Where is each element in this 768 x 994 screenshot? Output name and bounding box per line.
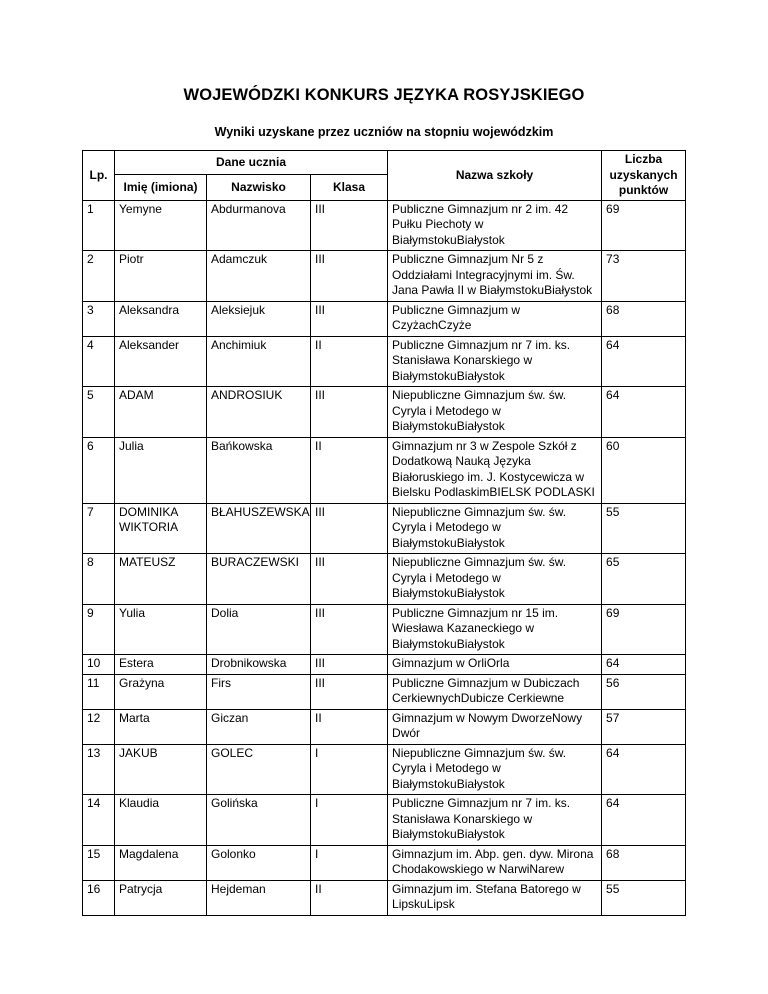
table-row: [83, 251, 686, 302]
cell-punkty: 64: [602, 336, 686, 387]
cell-klasa: II: [311, 437, 388, 503]
cell-nazwa-szkoly: Publiczne Gimnazjum Nr 5 z Oddziałami Integracyjnymi im. Św. Jana Pawła II w BiałymstokuBiałystok: [388, 251, 602, 302]
cell-nazwisko: Anchimiuk: [207, 336, 311, 387]
cell-klasa: III: [311, 674, 388, 709]
cell-klasa: II: [311, 336, 388, 387]
cell-punkty: 68: [602, 845, 686, 880]
cell-nazwa-szkoly: Publiczne Gimnazjum nr 15 im. Wiesława Kazaneckiego w BiałymstokuBiałystok: [388, 604, 602, 655]
cell-klasa: I: [311, 744, 388, 795]
cell-punkty: 65: [602, 554, 686, 605]
cell-lp: 9: [83, 604, 115, 655]
cell-klasa: III: [311, 554, 388, 605]
cell-lp: 10: [83, 655, 115, 675]
cell-nazwa-szkoly: Niepubliczne Gimnazjum św. św. Cyryla i Metodego w BiałymstokuBiałystok: [388, 387, 602, 438]
cell-nazwisko: Giczan: [207, 709, 311, 744]
cell-klasa: II: [311, 880, 388, 915]
cell-punkty: 55: [602, 503, 686, 554]
cell-imie: Aleksander: [115, 336, 207, 387]
table-row: [83, 554, 686, 605]
table-row: [83, 200, 686, 251]
cell-nazwisko: Abdurmanova: [207, 200, 311, 251]
table-row: [83, 301, 686, 336]
cell-lp: 3: [83, 301, 115, 336]
cell-nazwisko: GOLEC: [207, 744, 311, 795]
cell-nazwa-szkoly: Gimnazjum w Nowym DworzeNowy Dwór: [388, 709, 602, 744]
header-nazwisko: Nazwisko: [207, 175, 311, 200]
table-row: [83, 336, 686, 387]
table-row: [83, 880, 686, 915]
header-imie: Imię (imiona): [115, 175, 207, 200]
cell-nazwa-szkoly: Publiczne Gimnazjum w Dubiczach CerkiewnychDubicze Cerkiewne: [388, 674, 602, 709]
cell-nazwa-szkoly: Gimnazjum w OrliOrla: [388, 655, 602, 675]
cell-nazwa-szkoly: Gimnazjum im. Abp. gen. dyw. Mirona Chodakowskiego w NarwiNarew: [388, 845, 602, 880]
cell-punkty: 68: [602, 301, 686, 336]
cell-lp: 12: [83, 709, 115, 744]
cell-nazwa-szkoly: Niepubliczne Gimnazjum św. św. Cyryla i Metodego w BiałymstokuBiałystok: [388, 744, 602, 795]
table-row: [83, 795, 686, 846]
cell-nazwisko: Dolia: [207, 604, 311, 655]
cell-nazwa-szkoly: Niepubliczne Gimnazjum św. św. Cyryla i Metodego w BiałymstokuBiałystok: [388, 503, 602, 554]
table-row: [83, 709, 686, 744]
results-table: [82, 150, 686, 916]
cell-imie: Marta: [115, 709, 207, 744]
cell-imie: JAKUB: [115, 744, 207, 795]
cell-klasa: III: [311, 604, 388, 655]
cell-imie: Grażyna: [115, 674, 207, 709]
cell-imie: Yulia: [115, 604, 207, 655]
cell-nazwa-szkoly: Niepubliczne Gimnazjum św. św. Cyryla i Metodego w BiałymstokuBiałystok: [388, 554, 602, 605]
document-title: WOJEWÓDZKI KONKURS JĘZYKA ROSYJSKIEGO: [183, 86, 585, 104]
cell-punkty: 69: [602, 200, 686, 251]
header-klasa: Klasa: [311, 175, 388, 200]
cell-klasa: III: [311, 301, 388, 336]
cell-imie: Klaudia: [115, 795, 207, 846]
cell-lp: 7: [83, 503, 115, 554]
cell-nazwa-szkoly: Publiczne Gimnazjum nr 2 im. 42 Pułku Piechoty w BiałymstokuBiałystok: [388, 200, 602, 251]
cell-klasa: I: [311, 845, 388, 880]
cell-nazwisko: Golonko: [207, 845, 311, 880]
cell-nazwisko: Firs: [207, 674, 311, 709]
cell-klasa: III: [311, 655, 388, 675]
cell-imie: ADAM: [115, 387, 207, 438]
cell-nazwisko: Aleksiejuk: [207, 301, 311, 336]
cell-imie: Julia: [115, 437, 207, 503]
cell-klasa: III: [311, 387, 388, 438]
table-row: [83, 674, 686, 709]
cell-imie: Yemyne: [115, 200, 207, 251]
table-row: [83, 387, 686, 438]
cell-punkty: 57: [602, 709, 686, 744]
cell-klasa: I: [311, 795, 388, 846]
cell-lp: 8: [83, 554, 115, 605]
cell-punkty: 73: [602, 251, 686, 302]
header-nazwa-szkoly: Nazwa szkoły: [388, 151, 602, 201]
table-row: [83, 437, 686, 503]
table-row: [83, 503, 686, 554]
cell-nazwa-szkoly: Publiczne Gimnazjum nr 7 im. ks. Stanisława Konarskiego w BiałymstokuBiałystok: [388, 795, 602, 846]
cell-imie: Estera: [115, 655, 207, 675]
table-row: [83, 604, 686, 655]
header-group-dane-ucznia: Dane ucznia: [115, 151, 388, 175]
cell-klasa: III: [311, 251, 388, 302]
table-row: [83, 744, 686, 795]
cell-nazwisko: Drobnikowska: [207, 655, 311, 675]
cell-imie: Patrycja: [115, 880, 207, 915]
cell-punkty: 64: [602, 387, 686, 438]
cell-lp: 14: [83, 795, 115, 846]
cell-lp: 5: [83, 387, 115, 438]
header-liczba-punktow: Liczba uzyskanych punktów: [602, 151, 686, 201]
cell-punkty: 64: [602, 795, 686, 846]
cell-klasa: III: [311, 200, 388, 251]
cell-nazwa-szkoly: Publiczne Gimnazjum w CzyżachCzyże: [388, 301, 602, 336]
cell-lp: 4: [83, 336, 115, 387]
cell-imie: MATEUSZ: [115, 554, 207, 605]
cell-lp: 2: [83, 251, 115, 302]
table-header: [83, 151, 686, 201]
cell-klasa: II: [311, 709, 388, 744]
cell-nazwa-szkoly: Publiczne Gimnazjum nr 7 im. ks. Stanisława Konarskiego w BiałymstokuBiałystok: [388, 336, 602, 387]
cell-nazwisko: Hejdeman: [207, 880, 311, 915]
cell-punkty: 60: [602, 437, 686, 503]
cell-lp: 15: [83, 845, 115, 880]
table-row: [83, 845, 686, 880]
cell-nazwisko: Adamczuk: [207, 251, 311, 302]
cell-lp: 6: [83, 437, 115, 503]
cell-imie: Aleksandra: [115, 301, 207, 336]
cell-lp: 13: [83, 744, 115, 795]
cell-punkty: 64: [602, 744, 686, 795]
cell-punkty: 55: [602, 880, 686, 915]
cell-punkty: 64: [602, 655, 686, 675]
cell-imie: DOMINIKA WIKTORIA: [115, 503, 207, 554]
cell-punkty: 69: [602, 604, 686, 655]
cell-nazwisko: ANDROSIUK: [207, 387, 311, 438]
cell-lp: 11: [83, 674, 115, 709]
cell-nazwisko: BURACZEWSKI: [207, 554, 311, 605]
table-row: [83, 655, 686, 675]
cell-lp: 16: [83, 880, 115, 915]
table-body: [83, 200, 686, 915]
cell-klasa: III: [311, 503, 388, 554]
document-subtitle: Wyniki uzyskane przez uczniów na stopniu wojewódzkim: [214, 125, 554, 139]
cell-imie: Magdalena: [115, 845, 207, 880]
cell-nazwa-szkoly: Gimnazjum im. Stefana Batorego w LipskuLipsk: [388, 880, 602, 915]
cell-nazwa-szkoly: Gimnazjum nr 3 w Zespole Szkół z Dodatkową Nauką Języka Białoruskiego im. J. Kostycewicza w Bielsku PodlaskimBIELSK PODLASKI: [388, 437, 602, 503]
cell-imie: Piotr: [115, 251, 207, 302]
cell-lp: 1: [83, 200, 115, 251]
cell-nazwisko: Bańkowska: [207, 437, 311, 503]
cell-nazwisko: BŁAHUSZEWSKA: [207, 503, 311, 554]
cell-punkty: 56: [602, 674, 686, 709]
header-lp: Lp.: [83, 151, 115, 201]
cell-nazwisko: Golińska: [207, 795, 311, 846]
